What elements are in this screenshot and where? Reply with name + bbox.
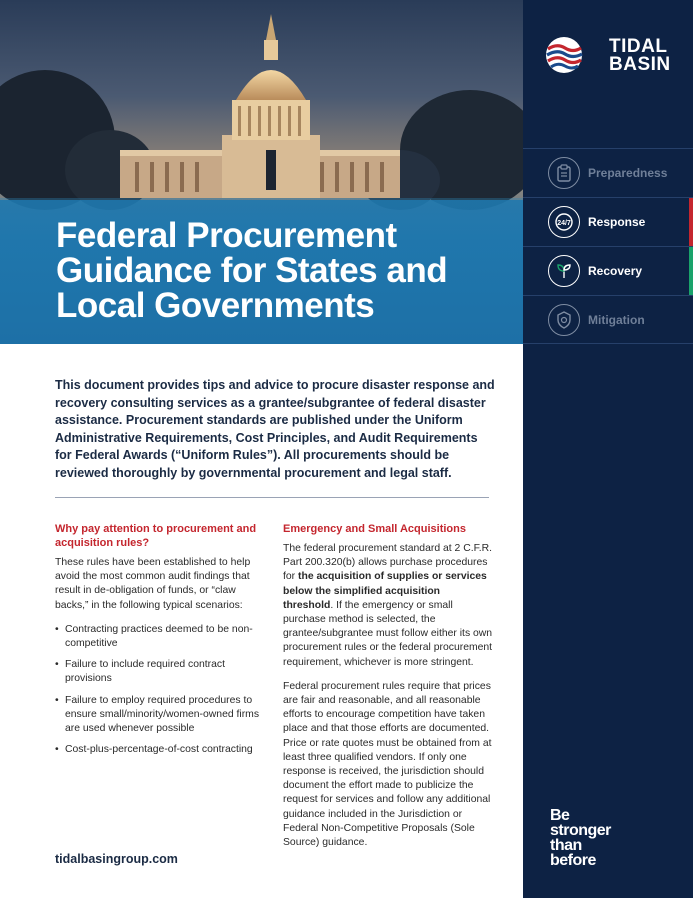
hero-image — [0, 0, 523, 344]
tidal-basin-logo — [545, 36, 675, 76]
tagline — [550, 808, 611, 868]
response-accent-bar — [689, 198, 693, 247]
intro-paragraph: This document provides tips and advice to procure disaster response and recovery consulting services as a grantee/subgrantee of federal disaster assistance. Procurement standards are published under the Uniform Administrative Requirements, Cost Principles, and Audit Requirements for Federal Awards (“Uniform Rules”). All procurements should be reviewed thoroughly by governmental procurement and legal staff. — [55, 378, 495, 480]
list-item: • Failure to employ required procedures to ensure small/minority/women-owned firms are used whenever possible — [55, 694, 265, 737]
nav-item-recovery[interactable] — [523, 246, 693, 295]
list-item: • Failure to include required contract provisions — [55, 658, 265, 686]
right-column — [283, 522, 493, 860]
right-column-paragraph-2: Federal procurement rules require that prices are fair and reasonable, and all reasonable efforts to encourage competition have taken place and that those efforts are documented. Price or rate quotes must be obtained from at least three qualified vendors. If only one response is received, the jurisdiction should document the effort made to publicize the request for services and follow any additional guidance included in the Jurisdiction or Federal Non-Competitive Proposals (Sole Source) guidance. — [283, 680, 492, 849]
nav-label: Preparedness — [588, 166, 668, 180]
p1-bold-text: the acquisition of supplies or services below the simplified acquisition threshold — [283, 571, 487, 611]
nav-label: Response — [588, 215, 646, 229]
title-line: Local Governments — [56, 286, 375, 325]
list-item: • Contracting practices deemed to be non-competitive — [55, 623, 265, 651]
list-item: • Cost-plus-percentage-of-cost contracting — [55, 743, 265, 757]
logo-line: BASIN — [609, 54, 671, 75]
tagline-line: than — [550, 837, 582, 854]
left-column-paragraph: These rules have been established to help avoid the most common audit findings that result in de-obligation of funds, or “claw backs,” in the following typical scenarios: — [55, 557, 251, 611]
tagline-line: before — [550, 852, 596, 869]
service-nav — [523, 148, 693, 344]
nav-item-preparedness[interactable] — [523, 148, 693, 197]
page-title — [56, 218, 506, 323]
title-line: Guidance for States and — [56, 251, 448, 290]
right-column-heading: Emergency and Small Acquisitions — [283, 523, 466, 535]
tagline-line: stronger — [550, 822, 611, 839]
left-column — [55, 522, 265, 764]
tagline-line: Be — [550, 807, 570, 824]
clock-24-7-icon — [548, 206, 580, 238]
p1-text: The federal procurement standard at 2 C.F.R. Part 200.320(b) allows purchase procedures for — [283, 543, 493, 583]
right-column-paragraph-1 — [283, 542, 493, 670]
logo-wordmark — [609, 38, 671, 74]
sidebar — [523, 0, 693, 898]
nav-label: Mitigation — [588, 312, 645, 327]
left-column-heading: Why pay attention to procurement and acquisition rules? — [55, 523, 257, 549]
nav-item-mitigation[interactable] — [523, 295, 693, 344]
recovery-accent-bar — [689, 247, 693, 296]
sprout-icon — [548, 255, 580, 287]
section-divider — [55, 497, 489, 498]
shield-icon — [548, 304, 580, 336]
nav-label: Recovery — [588, 264, 643, 278]
logo-line: TIDAL — [609, 36, 668, 57]
flag-wave-icon — [545, 36, 583, 74]
website-link[interactable]: tidalbasingroup.com — [55, 852, 178, 866]
svg-text:24/7: 24/7 — [557, 220, 571, 227]
title-line: Federal Procurement — [56, 216, 397, 255]
nav-item-response[interactable] — [523, 197, 693, 246]
scenario-list — [55, 623, 265, 758]
clipboard-icon — [548, 157, 580, 189]
p1-text: . If the emergency or small purchase method is selected, the grantee/subgrantee must follow either its own procurement rules or the federal procurement requirement, whichever is more stringent. — [283, 599, 493, 668]
